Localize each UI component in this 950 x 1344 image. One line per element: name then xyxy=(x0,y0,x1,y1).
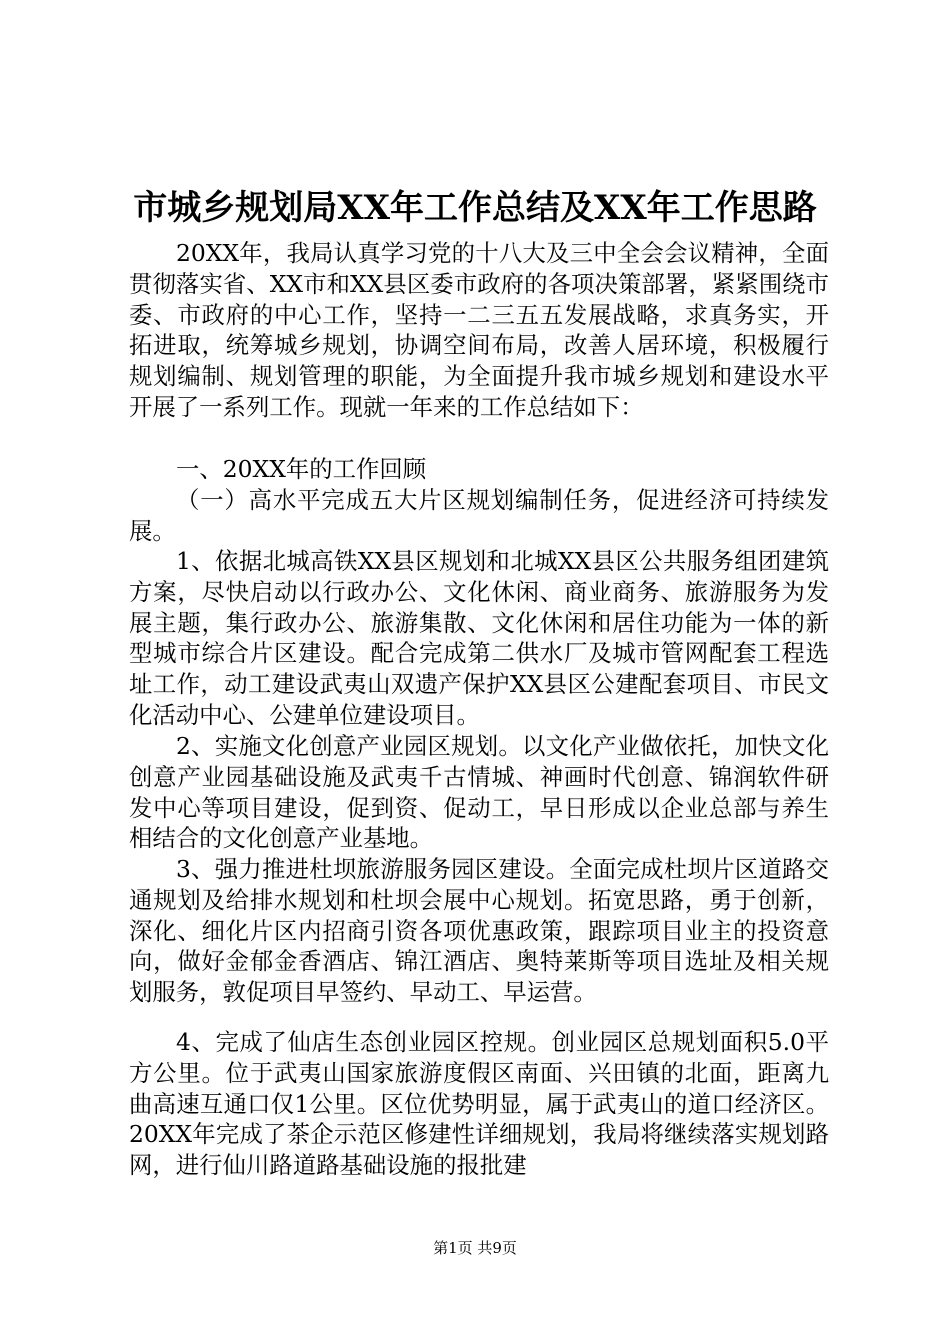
section-heading: 一、20XX年的工作回顾 xyxy=(176,455,427,483)
paragraph-item-1: 1、依据北城高铁XX县区规划和北城XX县区公共服务组团建筑方案，尽快启动以行政办公、文化休闲、商业商务、旅游服务为发展主题，集行政办公、旅游集散、文化休闲和居住功能为一体的新型城市综合片区建设。配合完成第二供水厂及城市管网配套工程选址工作，动工建设武夷山双遗产保护XX县区公建配套项目、市民文化活动中心、公建单位建设项目。 xyxy=(129,547,829,729)
paragraph-item-3: 3、强力推进杜坝旅游服务园区建设。全面完成杜坝片区道路交通规划及给排水规划和杜坝会展中心规划。拓宽思路，勇于创新，深化、细化片区内招商引资各项优惠政策，跟踪项目业主的投资意向，做好金郁金香酒店、锦江酒店、奥特莱斯等项目选址及相关规划服务，敦促项目早签约、早动工、早运营。 xyxy=(129,855,829,1007)
paragraph-item-2: 2、实施文化创意产业园区规划。以文化产业做依托，加快文化创意产业园基础设施及武夷千古情城、神画时代创意、锦润软件研发中心等项目建设，促到资、促动工，早日形成以企业总部与养生相结合的文化创意产业基地。 xyxy=(129,732,829,853)
page-number-footer: 第1页 共9页 xyxy=(433,1239,517,1257)
paragraph-intro: 20XX年，我局认真学习党的十八大及三中全会会议精神，全面贯彻落实省、XX市和XX县区委市政府的各项决策部署，紧紧围绕市委、市政府的中心工作，坚持一二三五五发展战略，求真务实，开拓进取，统筹城乡规划，协调空间布局，改善人居环境，积极履行规划编制、规划管理的职能，为全面提升我市城乡规划和建设水平开展了一系列工作。现就一年来的工作总结如下： xyxy=(129,239,829,421)
paragraph-item-4: 4、完成了仙店生态创业园区控规。创业园区总规划面积5.0平方公里。位于武夷山国家旅游度假区南面、兴田镇的北面，距离九曲高速互通口仅1公里。区位优势明显，属于武夷山的道口经济区。20XX年完成了茶企示范区修建性详细规划，我局将继续落实规划路网，进行仙川路道路基础设施的报批建 xyxy=(129,1028,829,1180)
subsection-heading: （一）高水平完成五大片区规划编制任务，促进经济可持续发展。 xyxy=(129,486,829,545)
document-title: 市城乡规划局XX年工作总结及XX年工作思路 xyxy=(133,188,817,228)
